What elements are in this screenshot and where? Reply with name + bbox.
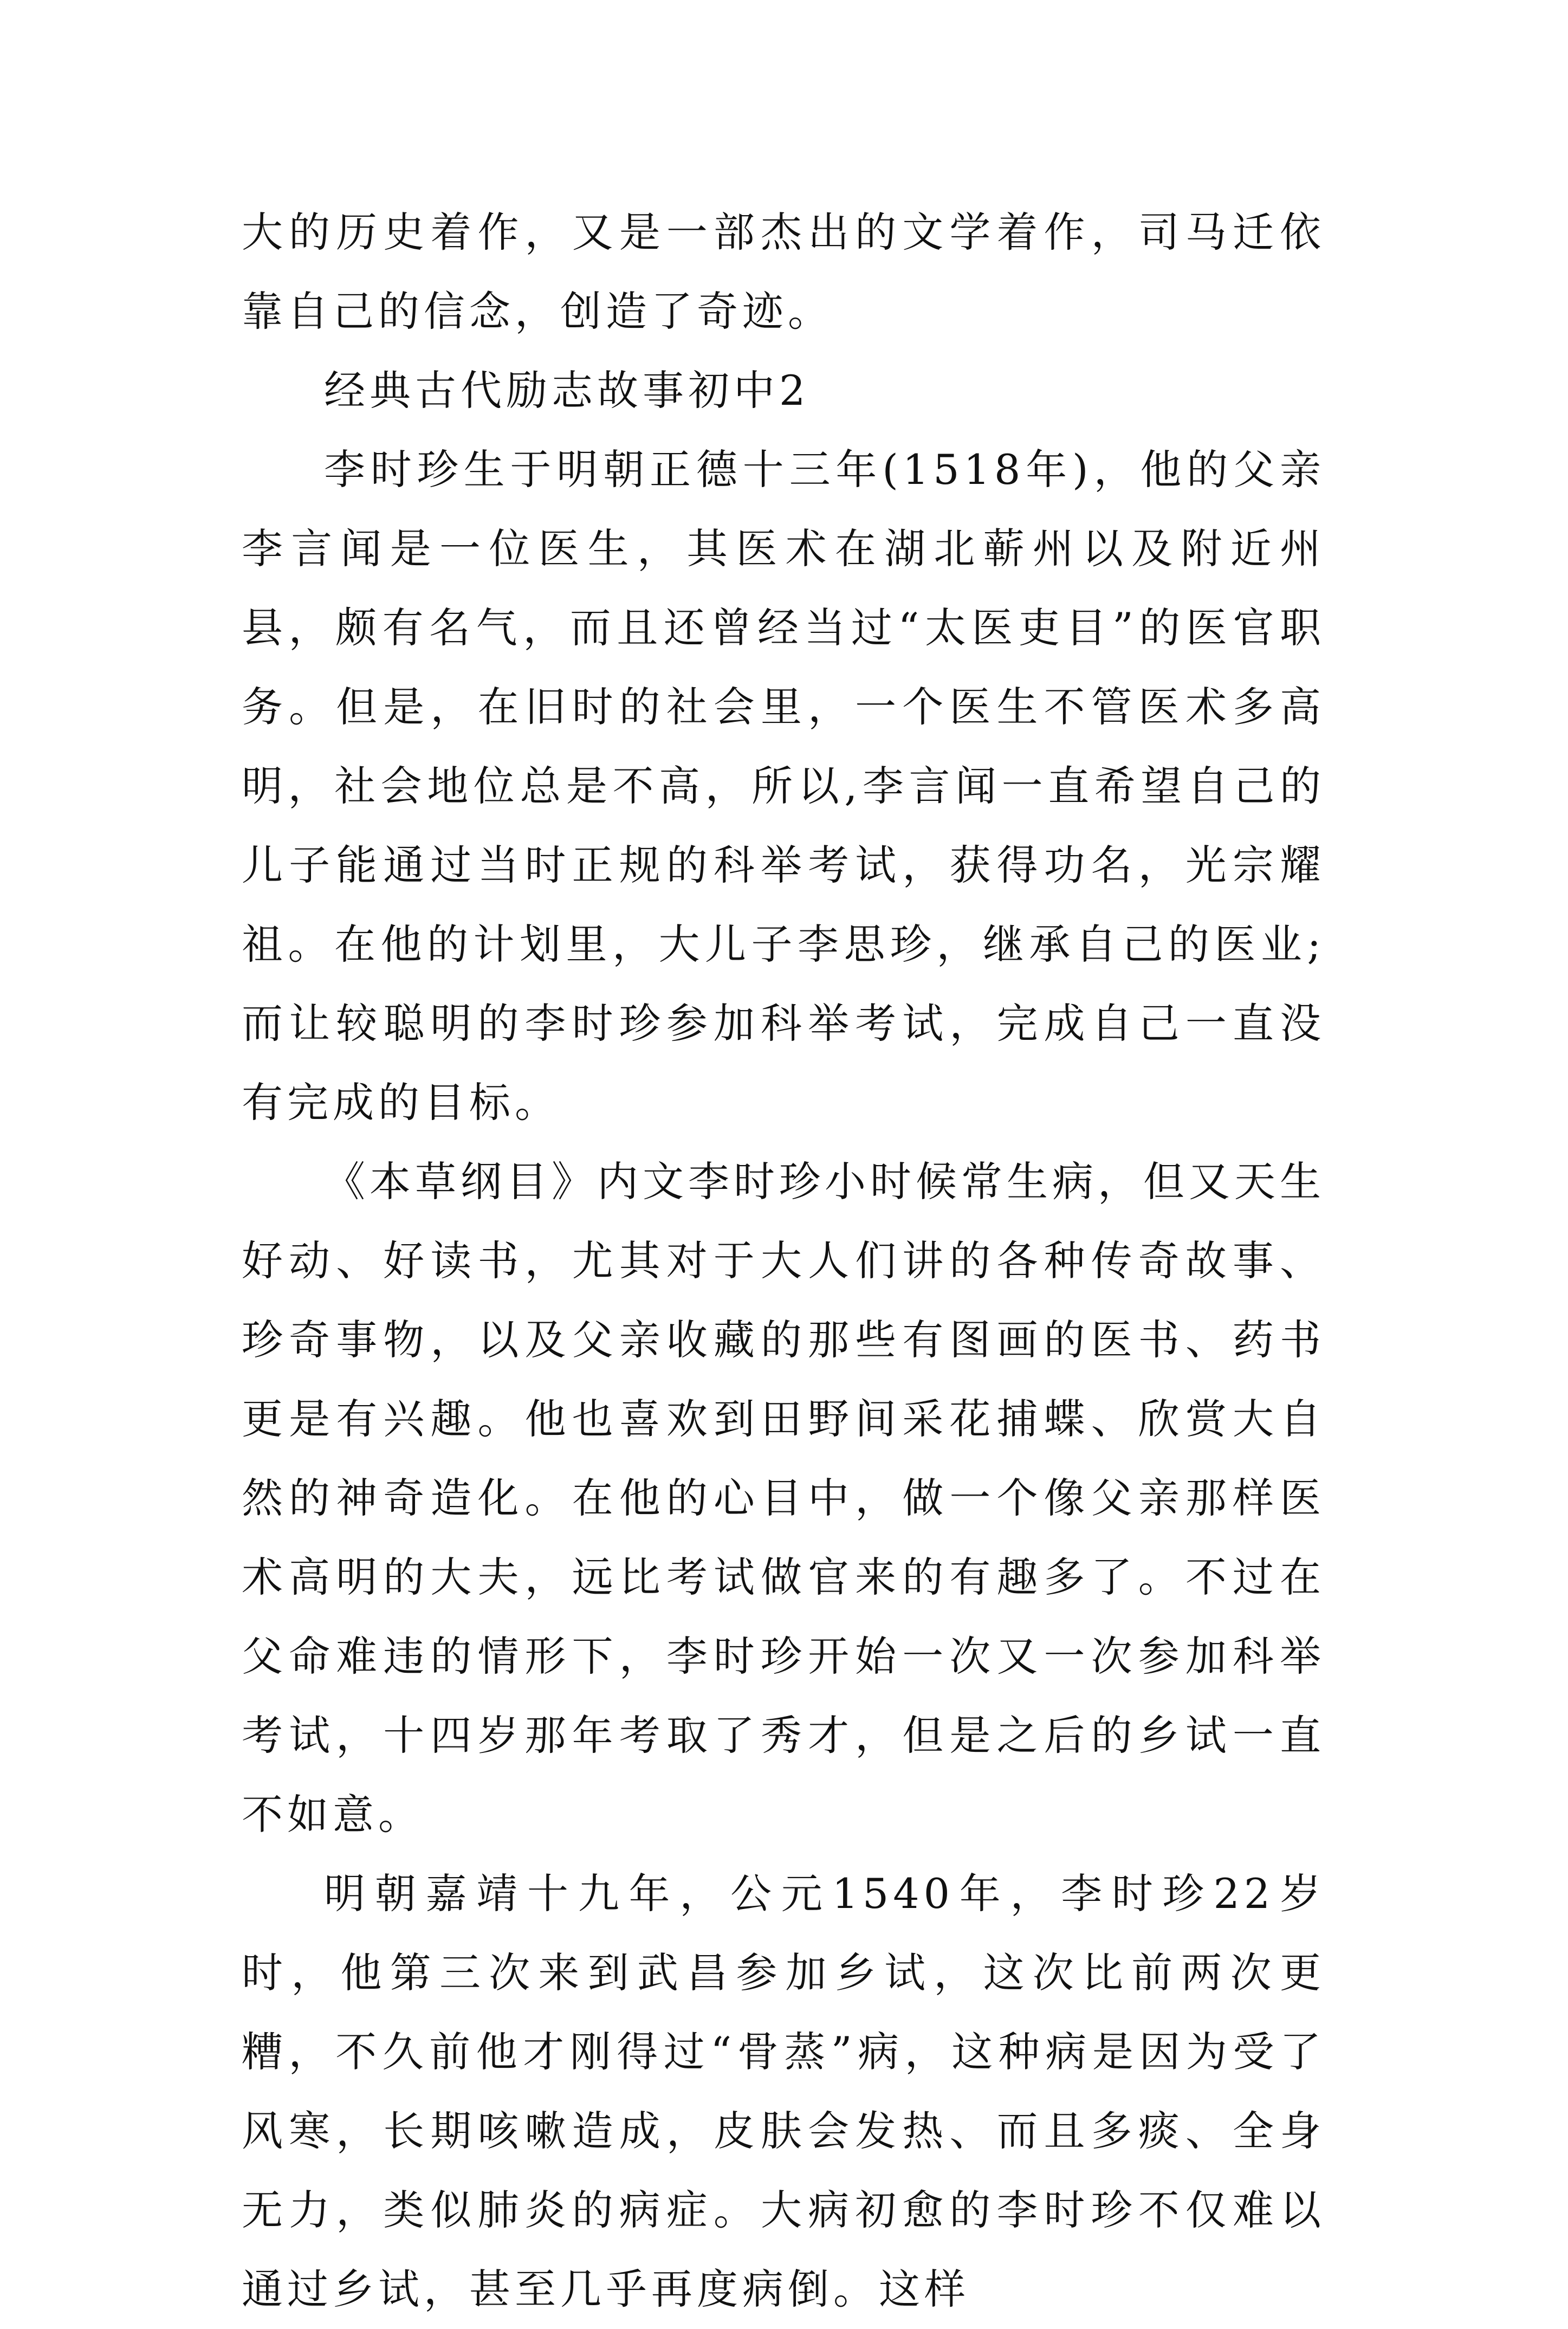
paragraph: 明朝嘉靖十九年，公元1540年，李时珍22岁时，他第三次来到武昌参加乡试，这次比前两次更糟，不久前他才刚得过“骨蒸”病，这种病是因为受了风寒，长期咳嗽造成，皮肤会发热、而且多痰、全身无力，类似肺炎的病症。大病初愈的李时珍不仅难以通过乡试，甚至几乎再度病倒。这样 [242, 1869, 1325, 2313]
paragraph-continuation: 大的历史着作，又是一部杰出的文学着作，司马迁依靠自己的信念，创造了奇迹。 [242, 208, 1325, 335]
paragraph: 《本草纲目》内文李时珍小时候常生病，但又天生好动、好读书，尤其对于大人们讲的各种传奇故事、珍奇事物，以及父亲收藏的那些有图画的医书、药书更是有兴趣。他也喜欢到田野间采花捕蝶、欣赏大自然的神奇造化。在他的心目中，做一个像父亲那样医术高明的大夫，远比考试做官来的有趣多了。不过在父命难违的情形下，李时珍开始一次又一次参加科举考试，十四岁那年考取了秀才，但是之后的乡试一直不如意。 [242, 1157, 1325, 1839]
section-heading: 经典古代励志故事初中2 [324, 366, 810, 415]
document-body [242, 193, 1325, 2329]
paragraph: 李时珍生于明朝正德十三年(1518年)，他的父亲李言闻是一位医生，其医术在湖北蕲州以及附近州县，颇有名气，而且还曾经当过“太医吏目”的医官职务。但是，在旧时的社会里，一个医生不管医术多高明，社会地位总是不高，所以,李言闻一直希望自己的儿子能通过当时正规的科举考试，获得功名，光宗耀祖。在他的计划里，大儿子李思珍，继承自己的医业;而让较聪明的李时珍参加科举考试，完成自己一直没有完成的目标。 [242, 445, 1325, 1127]
